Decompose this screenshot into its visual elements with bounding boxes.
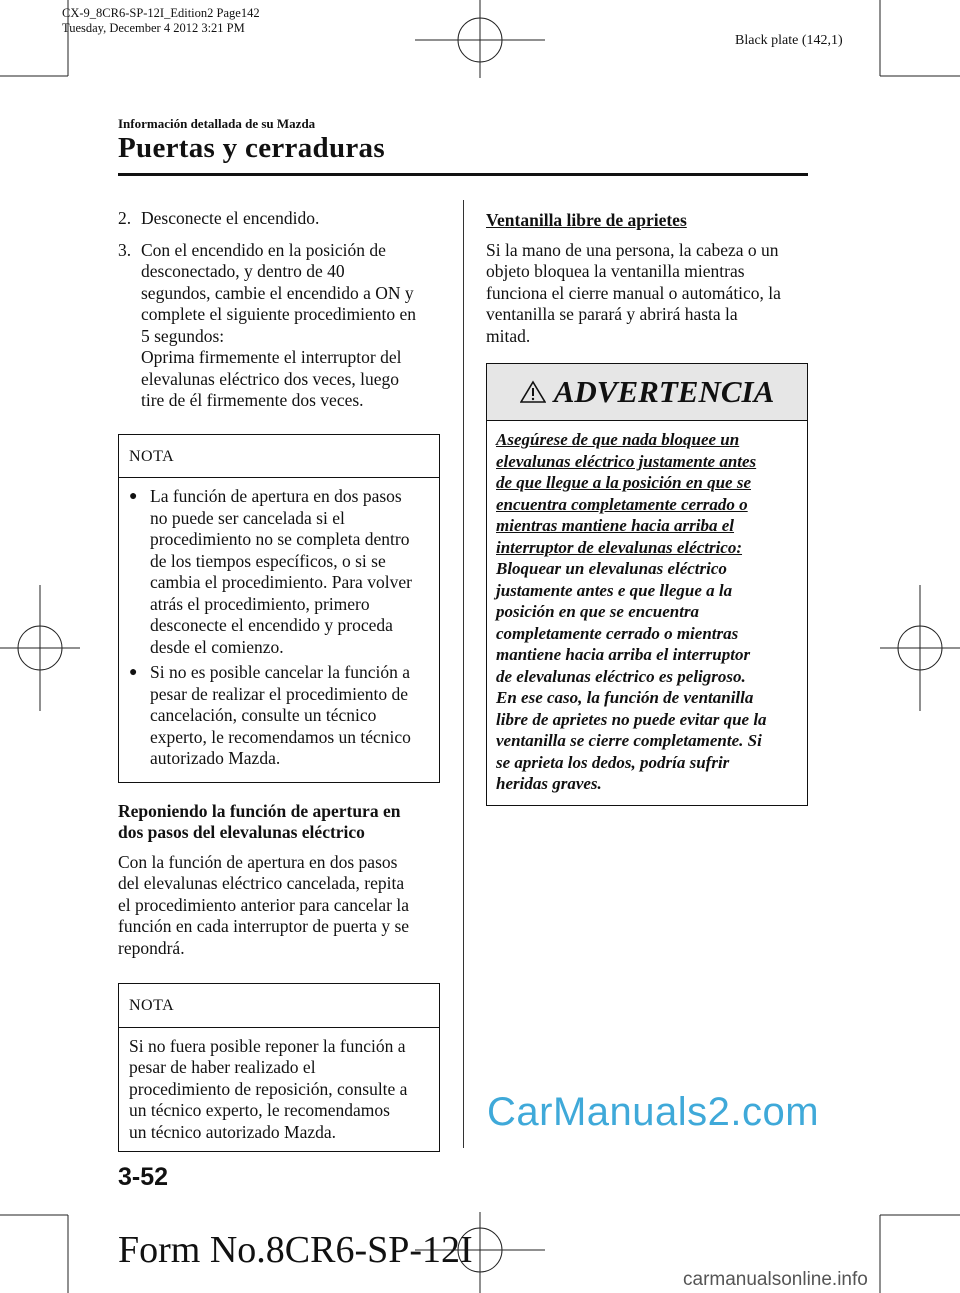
step-number: 2. [118,208,132,228]
print-meta [62,6,260,36]
watermark: CarManuals2.com [487,1090,820,1134]
section-heading: Ventanilla libre de aprietes [486,210,687,230]
title-rule [118,173,808,176]
form-number: Form No.8CR6-SP-12I [118,1229,473,1271]
note-line: pesar de realizar el procedimiento de [150,683,408,704]
note-box [118,983,440,1152]
warning-line: heridas graves. [496,774,602,793]
note-line: Si no fuera posible reponer la función a [129,1035,406,1056]
warning-line: Bloquear un elevalunas eléctrico [496,559,727,578]
note-line: de los tiempos específicos, o si se [150,550,386,571]
note-line: atrás el procedimiento, primero [150,593,370,614]
step-line: Oprima firmemente el interruptor del [141,347,402,367]
paragraph [486,240,808,348]
warning-line: libre de aprietes no puede evitar que la [496,709,767,729]
warning-line: mantiene hacia arriba el interruptor [496,645,751,664]
print-meta-date: Tuesday, December 4 2012 3:21 PM [62,21,245,35]
paragraph-line: función en cada interruptor de puerta y se [118,916,410,936]
paragraph-line: Con la función de apertura en dos pasos [118,851,398,872]
subheading-line: dos pasos del elevalunas eléctrico [118,822,365,842]
note-line: un técnico experto, le recomendamos [129,1100,390,1120]
step-line: tire de él firmemente dos veces. [141,390,364,410]
warning-title: ADVERTENCIA [553,374,775,410]
step-line: Con el encendido en la posición de [141,239,386,260]
note-line: un técnico autorizado Mazda. [129,1121,336,1142]
note-box [118,434,440,783]
note-line: no puede ser cancelada si el [150,507,345,528]
note-line: procedimiento de reposición, consulte a [129,1078,408,1099]
paragraph-line: ventanilla se parará y abrirá hasta la [486,304,738,324]
note-title: NOTA [119,984,439,1028]
step-line: complete el siguiente procedimiento en [141,304,417,324]
warning-line: de elevalunas eléctrico es peligroso. [496,666,746,686]
left-column [118,208,440,1152]
warning-line: En ese caso, la función de ventanilla [496,688,754,707]
warning-box [486,363,808,806]
page-title: Puertas y cerraduras [118,132,385,164]
paragraph-line: Si la mano de una persona, la cabeza o un [486,239,779,260]
bullet-icon: ● [129,665,138,680]
step-number: 3. [118,239,132,260]
registration-mark-left [0,585,80,711]
warning-line: se aprieta los dedos, podría sufrir [496,752,730,772]
subheading [118,801,440,844]
warning-line: elevalunas eléctrico justamente antes [496,451,757,471]
warning-line: de que llegue a la posición en que se [496,473,751,492]
step-line: segundos, cambie el encendido a ON y [141,282,414,303]
warning-line: completamente cerrado o mientras [496,623,739,643]
note-line: cancelación, consulte un técnico [150,705,377,725]
warning-header [487,364,807,421]
print-meta-file: CX-9_8CR6-SP-12I_Edition2 Page142 [62,6,260,20]
warning-line: interruptor de elevalunas eléctrico: [496,537,743,557]
note-line: desde el comienzo. [150,636,284,657]
paragraph [118,852,440,960]
note-line: Si no es posible cancelar la función a [150,662,410,682]
footer-url: carmanualsonline.info [683,1269,868,1290]
note-line: La función de apertura en dos pasos [150,486,402,506]
note-bullet [129,662,429,770]
page-number: 3-52 [118,1163,169,1191]
note-title: NOTA [119,435,439,479]
note-line: procedimiento no se completa dentro [150,529,410,549]
warning-line: posición en que se encuentra [496,602,700,621]
subheading-line: Reponiendo la función de apertura en [118,800,401,821]
plate-label: Black plate (142,1) [735,33,843,48]
paragraph-line: repondrá. [118,937,185,958]
step-line: Desconecte el encendido. [141,208,320,228]
section-label: Información detallada de su Mazda [118,116,316,131]
paragraph-line: el procedimiento anterior para cancelar la [118,894,410,915]
step-item [118,208,440,230]
warning-line: Asegúrese de que nada bloquee un [496,430,740,449]
note-line: cambia el procedimiento. Para volver [150,572,412,592]
note-line: autorizado Mazda. [150,748,281,768]
bullet-icon: ● [129,489,138,504]
registration-mark-right [880,585,960,711]
note-line: pesar de haber realizado el [129,1057,316,1077]
note-line: desconecte el encendido y proceda [150,615,393,635]
paragraph-line: del elevalunas eléctrico cancelada, repita [118,873,405,893]
warning-line: ventanilla se cierre completamente. Si [496,731,762,750]
column-divider [463,200,464,1148]
paragraph-line: objeto bloquea la ventanilla mientras [486,261,745,281]
registration-mark-top [415,0,545,78]
step-item [118,240,440,412]
step-line: desconectado, y dentro de 40 [141,261,345,281]
paragraph-line: mitad. [486,325,531,346]
right-column [486,210,808,806]
note-bullet [129,486,429,658]
warning-line: encuentra completamente cerrado o [496,494,748,514]
note-line: experto, le recomendamos un técnico [150,726,411,747]
paragraph-line: funciona el cierre manual o automático, la [486,282,781,303]
step-line: 5 segundos: [141,325,225,346]
warning-triangle-icon [520,380,546,404]
warning-line: mientras mantiene hacia arriba el [496,516,735,535]
step-line: elevalunas eléctrico dos veces, luego [141,368,400,389]
warning-body [487,421,807,805]
warning-line: justamente antes e que llegue a la [496,580,733,600]
